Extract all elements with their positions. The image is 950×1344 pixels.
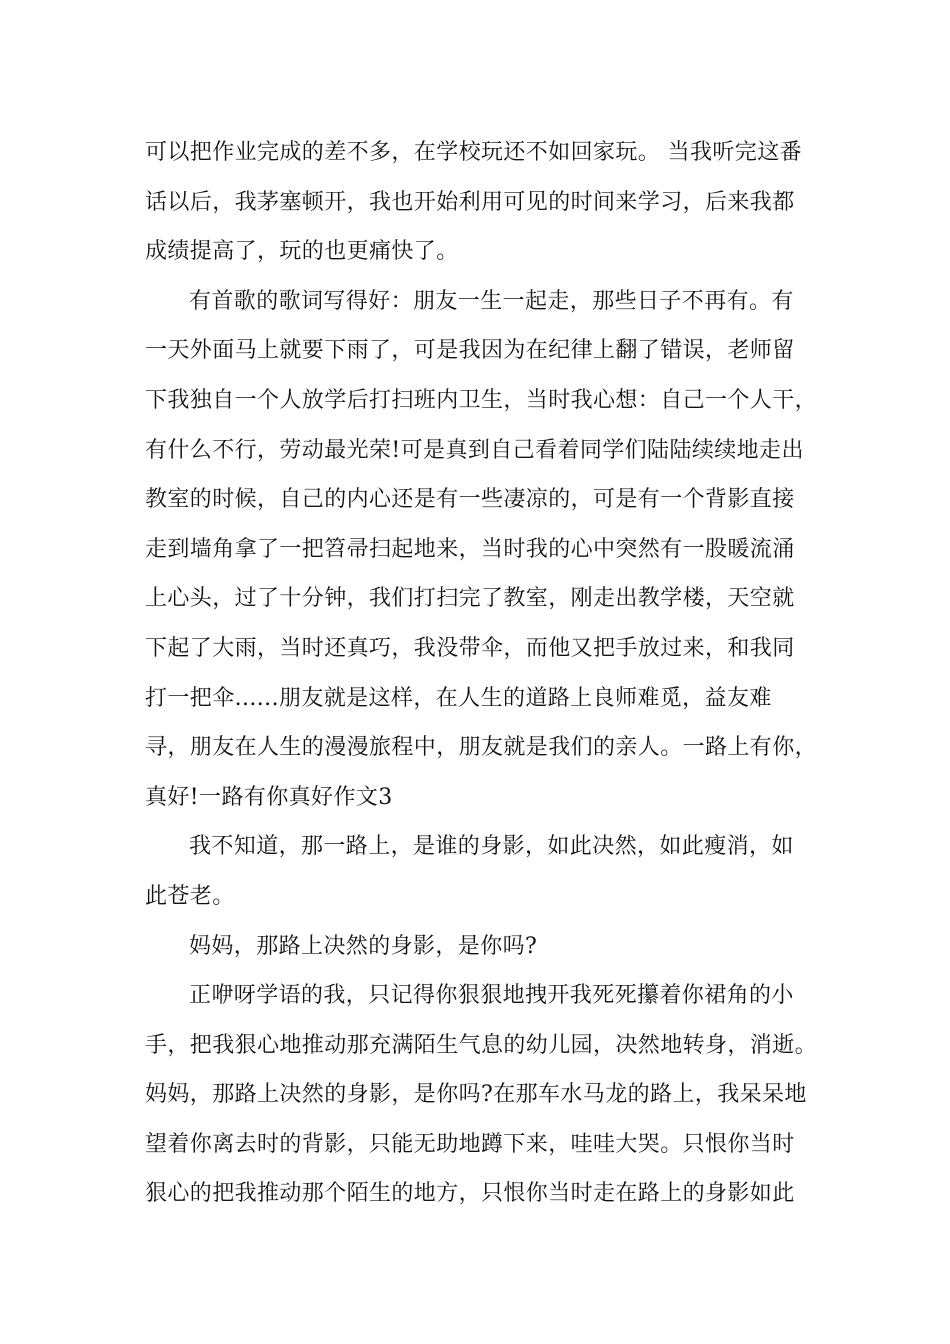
text-line: 狠心的把我推动那个陌生的地方，只恨你当时走在路上的身影如此 [145,1181,795,1207]
text-line: 话以后，我茅塞顿开，我也开始利用可见的时间来学习，后来我都 [145,189,795,215]
text-line: 有什么不行，劳动最光荣!可是真到自己看着同学们陆陆续续地走出 [145,437,804,463]
text-line: 上心头，过了十分钟，我们打扫完了教室，刚走出教学楼，天空就 [145,586,795,612]
essay-text [145,128,818,1219]
text-line: 此苍老。 [145,883,235,909]
text-line: 下起了大雨，当时还真巧，我没带伞，而他又把手放过来，和我同 [145,635,795,661]
paragraph-first-line: 我不知道，那一路上，是谁的身影，如此决然，如此瘦消，如 [189,834,794,860]
text-line: 手，把我狠心地推动那充满陌生气息的幼儿园，决然地转身，消逝。 [145,1032,818,1058]
text-line: 寻，朋友在人生的漫漫旅程中，朋友就是我们的亲人。一路上有你， [145,735,818,761]
text-line: 走到墙角拿了一把笤帚扫起地来，当时我的心中突然有一股暖流涌 [145,536,795,562]
text-line: 真好!一路有你真好作文3 [145,784,393,810]
text-line: 可以把作业完成的差不多，在学校玩还不如回家玩。 当我听完这番 [145,140,802,165]
text-line: 成绩提高了，玩的也更痛快了。 [145,239,459,265]
text-line: 望着你离去时的背影，只能无助地蹲下来，哇哇大哭。只恨你当时 [145,1131,795,1157]
text-line: 教室的时候，自己的内心还是有一些凄凉的，可是有一个背影直接 [145,487,795,513]
paragraph-first-line: 妈妈，那路上决然的身影，是你吗? [189,933,538,959]
text-line: 一天外面马上就要下雨了，可是我因为在纪律上翻了错误，老师留 [145,338,795,364]
paragraph-first-line: 正咿呀学语的我，只记得你狠狠地拽开我死死攥着你裙角的小 [189,983,794,1009]
paragraph-first-line: 有首歌的歌词写得好：朋友一生一起走，那些日子不再有。有 [189,288,794,314]
text-line: 下我独自一个人放学后打扫班内卫生，当时我心想：自己一个人干， [145,387,818,413]
text-line: 打一把伞......朋友就是这样，在人生的道路上良师难觅，益友难 [145,685,772,711]
text-line: 妈妈，那路上决然的身影，是你吗?在那车水马龙的路上，我呆呆地 [145,1082,807,1108]
